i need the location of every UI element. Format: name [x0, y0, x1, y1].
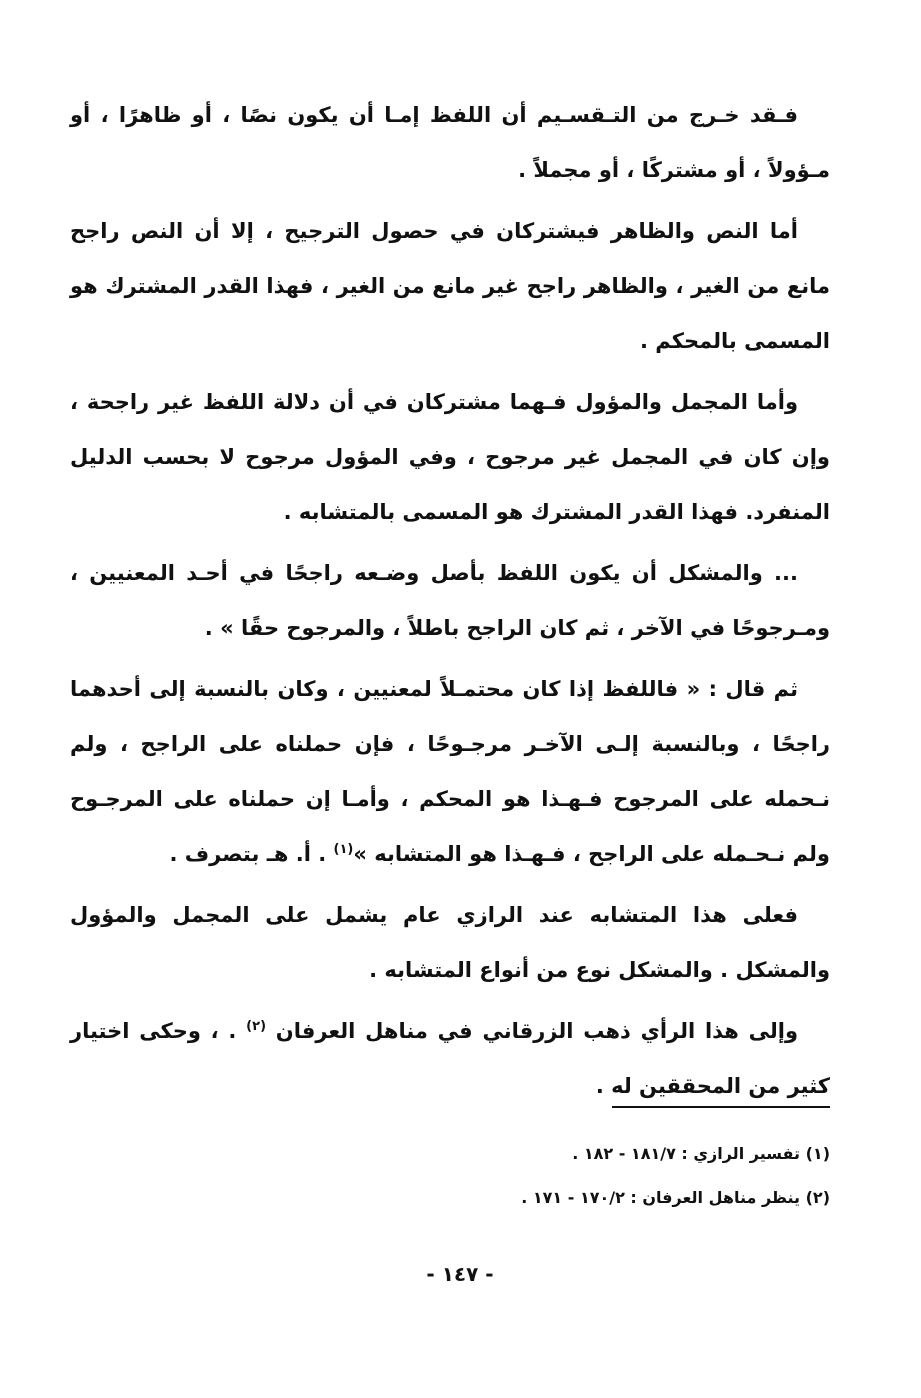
paragraph-2: أما النص والظاهر فيشتركان في حصول الترجيح ، إلا أن النص راجح مانع من الغير ، والظاهر راجح غير مانع من الغير ، فهذا القدر المشترك هو المسمى بالمحكم .	[70, 219, 830, 353]
footnote-ref-2: (٢)	[246, 1019, 267, 1034]
paragraph-5-text: ثم قال : « فاللفظ إذا كان محتمـلاً لمعنيين ، وكان بالنسبة إلى أحدهما راجحًا ، وبالنسبة إلـى الآخـر مرجـوحًا ، فإن حملناه على الراجح ، ولم نـحمله على المرجوح فـهـذا هو المحكم ، وأمـا إن حملناه على المرجـوح ولم نـحـمله على الراجح ، فـهـذا هو المتشابه »	[70, 677, 830, 866]
paragraph-5-tail: . أ. هـ بتصرف .	[169, 842, 334, 866]
paragraph-7-tail: . ، وحكى اختيار كثير من المحققين له .	[70, 1019, 830, 1098]
footnotes	[300, 1132, 830, 1220]
paragraph-6: فعلى هذا المتشابه عند الرازي عام يشمل على المجمل والمؤول والمشكل . والمشكل نوع من أنواع المتشابه .	[70, 903, 830, 982]
footnote-ref-1: (١)	[333, 842, 354, 857]
paragraph-3: وأما المجمل والمؤول فـهما مشتركان في أن دلالة اللفظ غير راجحة ، وإن كان في المجمل غير مرجوح ، وفي المؤول مرجوح لا بحسب الدليل المنفرد. فهذا القدر المشترك هو المسمى بالمتشابه .	[70, 390, 830, 524]
body-text	[70, 88, 830, 1120]
paragraph-7	[70, 1004, 830, 1114]
paragraph-7-text: وإلى هذا الرأي ذهب الزرقاني في مناهل العرفان	[275, 1019, 798, 1043]
paragraph-4: ... والمشكل أن يكون اللفظ بأصل وضـعه راجحًا في أحـد المعنيين ، ومـرجوحًا في الآخر ، ثم كان الراجح باطلاً ، والمرجوح حقًا » .	[70, 561, 830, 640]
footnote-divider	[612, 1106, 830, 1108]
paragraph-1: فـقد خـرج من التـقسـيم أن اللفظ إمـا أن يكون نصًا ، أو ظاهرًا ، أو مـؤولاً ، أو مشتركًا ، أو مجملاً .	[70, 103, 830, 182]
footnote-1: (١) تفسير الرازي : ١٨١/٧ - ١٨٢ .	[572, 1144, 830, 1163]
footnote-2: (٢) ينظر مناهل العرفان : ١٧٠/٢ - ١٧١ .	[521, 1188, 830, 1207]
page-number: - ١٤٧ -	[426, 1262, 494, 1286]
paragraph-5	[70, 662, 830, 882]
